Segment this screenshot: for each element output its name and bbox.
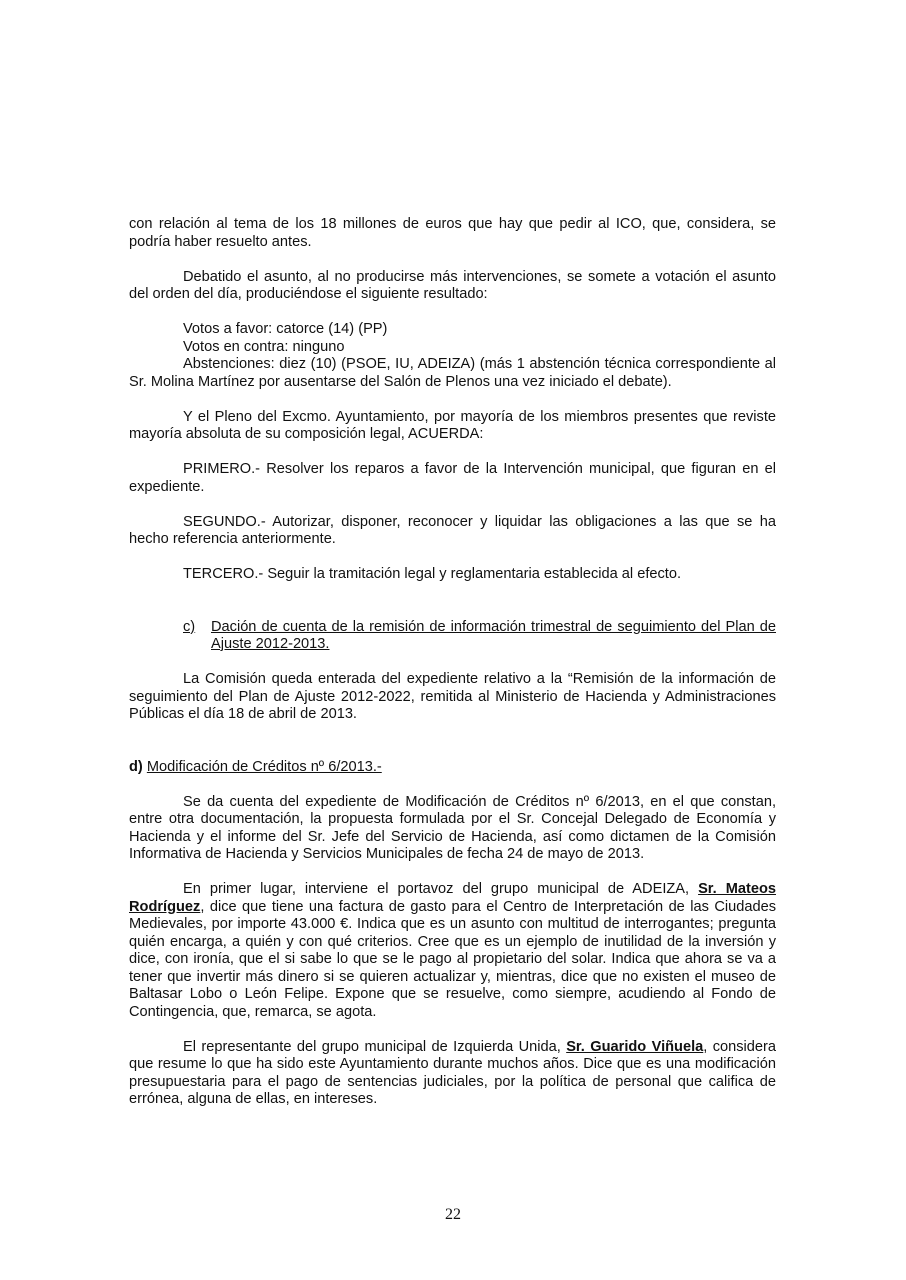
- section-c-heading: [183, 619, 776, 654]
- vote-contra: Votos en contra: ninguno: [183, 338, 345, 355]
- paragraph-debate: Debatido el asunto, al no producirse más intervenciones, se somete a votación el asunto del orden del día, produciéndose el siguiente resultado:: [129, 268, 776, 302]
- paragraph-acuerda: Y el Pleno del Excmo. Ayuntamiento, por mayoría de los miembros presentes que reviste mayoría absoluta de su composición legal, ACUERDA:: [129, 408, 776, 442]
- iu-text: , considera que resume lo que ha sido este Ayuntamiento durante muchos años. Dice que es una modificación presupuestaria para el pago de sentencias judiciales, por la política de personal que califica de errónea, alguna de ellas, en intereses.: [129, 1038, 776, 1107]
- speaker-mateos: Sr. Mateos Rodríguez: [129, 881, 776, 915]
- section-d-heading: [129, 759, 776, 777]
- resolution-segundo: SEGUNDO.- Autorizar, disponer, reconocer y liquidar las obligaciones a las que se ha hecho referencia anteriormente.: [129, 513, 776, 547]
- document-body: [129, 216, 776, 1109]
- paragraph-modificacion: Se da cuenta del expediente de Modificación de Créditos nº 6/2013, en el que constan, entre otra documentación, la propuesta formulada por el Sr. Concejal Delegado de Economía y Hacienda y el informe del Sr. Jefe del Servicio de Hacienda, así como dictamen de la Comisión Informativa de Hacienda y Servicios Municipales de fecha 24 de mayo de 2013.: [129, 793, 776, 862]
- adeiza-intro: En primer lugar, interviene el portavoz del grupo municipal de ADEIZA,: [183, 881, 699, 897]
- section-d-label: d): [129, 758, 143, 775]
- paragraph-iu: [129, 1039, 776, 1109]
- section-c-title: Dación de cuenta de la remisión de información trimestral de seguimiento del Plan de Ajuste 2012-2013.: [211, 618, 776, 652]
- resolution-tercero: TERCERO.- Seguir la tramitación legal y reglamentaria establecida al efecto.: [183, 566, 682, 582]
- paragraph-adeiza: [129, 881, 776, 1021]
- iu-intro: El representante del grupo municipal de Izquierda Unida,: [183, 1038, 567, 1055]
- adeiza-text: , dice que tiene una factura de gasto para el Centro de Interpretación de las Ciudades Medievales, por importe 43.000 €. Indica que es un asunto con multitud de interrogantes; pregunta quién encarga, a quién y con qué criterios. Cree que es un ejemplo de inutilidad de la inversión y dice, con ironía, que el si sabe lo que se le pago al propietario del solar. Indica que ahora se va a tener que invertir más dinero si se quieren actualizar y, mientras, dice que no existen el museo de Baltasar Lobo o León Felipe. Expone que se resuelve, como siempre, acudiendo al Fondo de Contingencia, que, remarca, se agota.: [129, 898, 776, 1020]
- resolution-primero: PRIMERO.- Resolver los reparos a favor de la Intervención municipal, que figuran en el expediente.: [129, 461, 776, 495]
- vote-favor: Votos a favor: catorce (14) (PP): [183, 321, 388, 337]
- speaker-guarido: Sr. Guarido Viñuela: [566, 1038, 704, 1055]
- paragraph-continuation: con relación al tema de los 18 millones de euros que hay que pedir al ICO, que, considera, se podría haber resuelto antes.: [129, 216, 776, 250]
- vote-abstentions: Abstenciones: diez (10) (PSOE, IU, ADEIZA) (más 1 abstención técnica correspondiente al Sr. Molina Martínez por ausentarse del Salón de Plenos una vez iniciado el debate).: [129, 356, 776, 390]
- paragraph-comision: La Comisión queda enterada del expediente relativo a la “Remisión de la información de seguimiento del Plan de Ajuste 2012-2022, remitida al Ministerio de Hacienda y Administraciones Públicas el día 18 de abril de 2013.: [129, 671, 776, 722]
- section-d-title: Modificación de Créditos nº 6/2013.-: [146, 758, 382, 775]
- page-number: 22: [445, 1206, 461, 1223]
- section-c-label: c): [183, 618, 196, 635]
